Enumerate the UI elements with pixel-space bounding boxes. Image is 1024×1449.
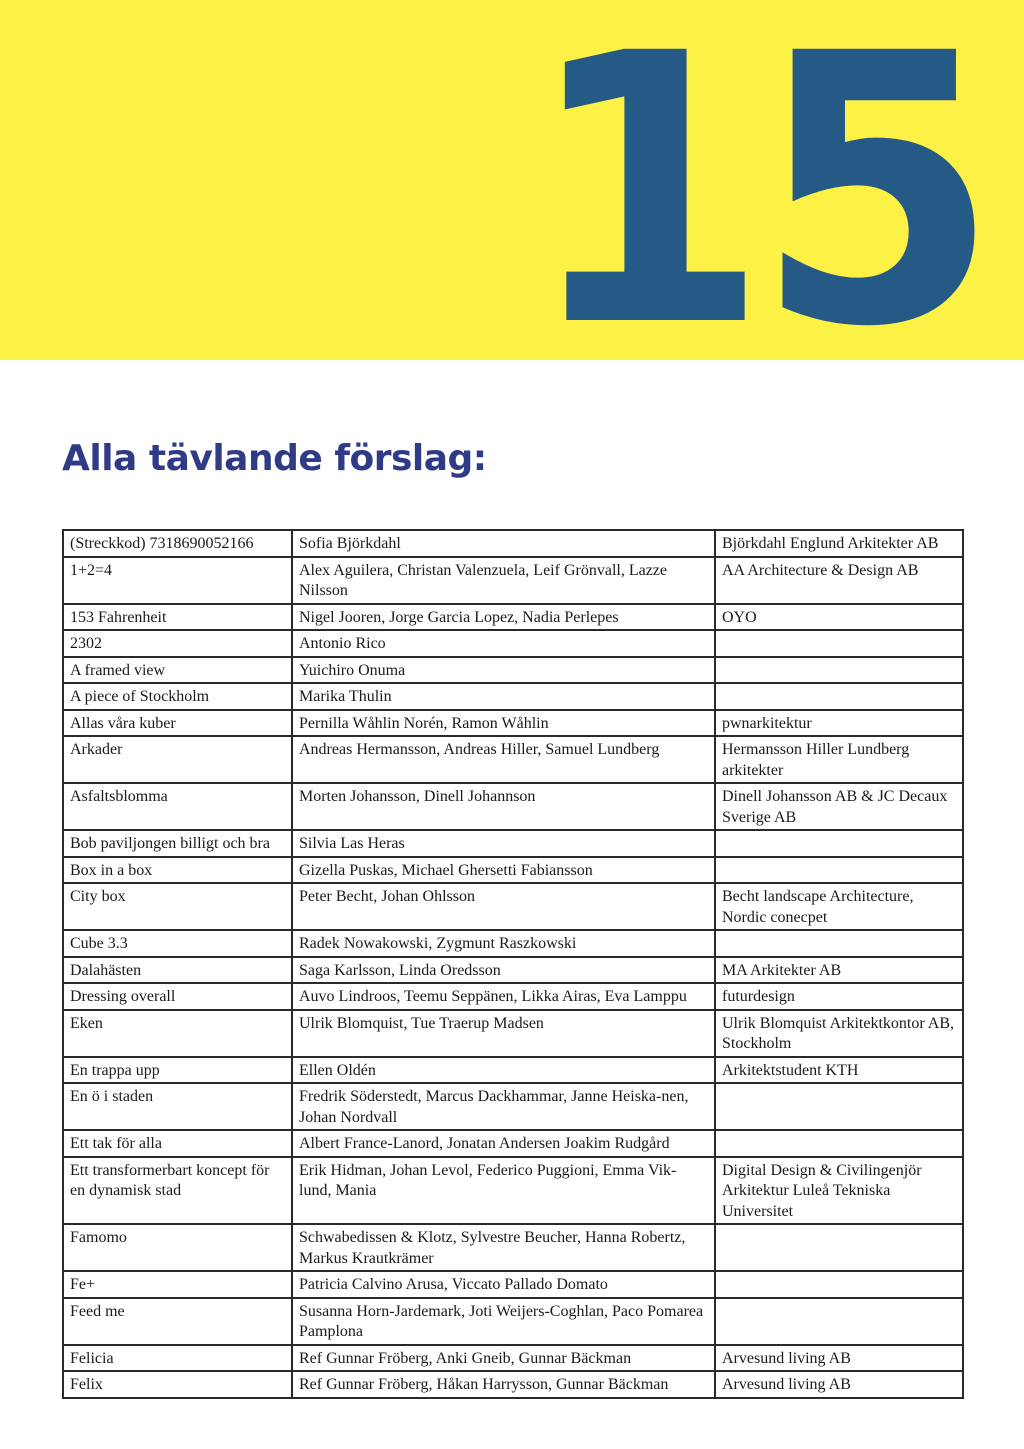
entry-office-cell: AA Architecture & Design AB (715, 557, 963, 604)
entry-authors-cell: Gizella Puskas, Michael Ghersetti Fabiansson (292, 857, 715, 884)
entry-office-cell (715, 630, 963, 657)
table-row (63, 1271, 963, 1298)
table-row (63, 957, 963, 984)
table-row (63, 604, 963, 631)
entry-title-cell: Felix (63, 1371, 292, 1398)
table-row (63, 830, 963, 857)
entry-office-cell (715, 1224, 963, 1271)
entry-office-cell: Arvesund living AB (715, 1371, 963, 1398)
page-number: 15 (525, 0, 986, 408)
entry-authors-cell: Antonio Rico (292, 630, 715, 657)
entry-authors-cell: Sofia Björkdahl (292, 530, 715, 557)
entry-office-cell: Hermansson Hiller Lundberg arkitekter (715, 736, 963, 783)
table-row (63, 710, 963, 737)
entry-authors-cell: Marika Thulin (292, 683, 715, 710)
entry-office-cell: Digital Design & Civilingenjör Arkitektur Luleå Tekniska Universitet (715, 1157, 963, 1225)
entry-title-cell: Felicia (63, 1345, 292, 1372)
entry-title-cell: Allas våra kuber (63, 710, 292, 737)
entry-office-cell: Becht landscape Architecture, Nordic conecpet (715, 883, 963, 930)
table-row (63, 1298, 963, 1345)
entry-title-cell: (Streckkod) 7318690052166 (63, 530, 292, 557)
entry-authors-cell: Ref Gunnar Fröberg, Håkan Harrysson, Gunnar Bäckman (292, 1371, 715, 1398)
entry-office-cell: futurdesign (715, 983, 963, 1010)
entry-office-cell: OYO (715, 604, 963, 631)
entry-office-cell (715, 1083, 963, 1130)
table-row (63, 1010, 963, 1057)
entry-title-cell: City box (63, 883, 292, 930)
entry-office-cell (715, 1298, 963, 1345)
entry-office-cell (715, 1271, 963, 1298)
entry-authors-cell: Susanna Horn-Jardemark, Joti Weijers-Coghlan, Paco Pomarea Pamplona (292, 1298, 715, 1345)
entry-title-cell: Bob paviljongen billigt och bra (63, 830, 292, 857)
table-row (63, 783, 963, 830)
entry-office-cell (715, 830, 963, 857)
entry-title-cell: Famomo (63, 1224, 292, 1271)
entry-authors-cell: Nigel Jooren, Jorge Garcia Lopez, Nadia Perlepes (292, 604, 715, 631)
entry-authors-cell: Saga Karlsson, Linda Oredsson (292, 957, 715, 984)
entry-title-cell: Ett transformerbart koncept för en dynamisk stad (63, 1157, 292, 1225)
table-row (63, 630, 963, 657)
entry-title-cell: Dressing overall (63, 983, 292, 1010)
entry-title-cell: Feed me (63, 1298, 292, 1345)
entry-office-cell (715, 930, 963, 957)
table-row (63, 1083, 963, 1130)
table-row (63, 1157, 963, 1225)
entry-authors-cell: Fredrik Söderstedt, Marcus Dackhammar, Janne Heiska-nen, Johan Nordvall (292, 1083, 715, 1130)
entry-title-cell: A framed view (63, 657, 292, 684)
table-row (63, 657, 963, 684)
entry-title-cell: Arkader (63, 736, 292, 783)
entry-authors-cell: Peter Becht, Johan Ohlsson (292, 883, 715, 930)
entry-title-cell: Asfaltsblomma (63, 783, 292, 830)
table-row (63, 857, 963, 884)
table-row (63, 683, 963, 710)
entry-authors-cell: Erik Hidman, Johan Levol, Federico Puggioni, Emma Vik-lund, Mania (292, 1157, 715, 1225)
entry-title-cell: Eken (63, 1010, 292, 1057)
entry-authors-cell: Morten Johansson, Dinell Johannson (292, 783, 715, 830)
entry-title-cell: En ö i staden (63, 1083, 292, 1130)
entry-office-cell (715, 657, 963, 684)
entry-authors-cell: Ref Gunnar Fröberg, Anki Gneib, Gunnar Bäckman (292, 1345, 715, 1372)
entry-authors-cell: Ellen Oldén (292, 1057, 715, 1084)
table-row (63, 1130, 963, 1157)
entry-office-cell: Dinell Johansson AB & JC Decaux Sverige AB (715, 783, 963, 830)
entry-title-cell: Ett tak för alla (63, 1130, 292, 1157)
entry-office-cell: Ulrik Blomquist Arkitektkontor AB, Stockholm (715, 1010, 963, 1057)
table-row (63, 1371, 963, 1398)
header-banner (0, 0, 1024, 408)
entry-authors-cell: Albert France-Lanord, Jonatan Andersen Joakim Rudgård (292, 1130, 715, 1157)
table-row (63, 930, 963, 957)
entry-office-cell: Björkdahl Englund Arkitekter AB (715, 530, 963, 557)
entry-authors-cell: Pernilla Wåhlin Norén, Ramon Wåhlin (292, 710, 715, 737)
entry-title-cell: A piece of Stockholm (63, 683, 292, 710)
entry-authors-cell: Silvia Las Heras (292, 830, 715, 857)
entry-office-cell (715, 683, 963, 710)
entry-authors-cell: Radek Nowakowski, Zygmunt Raszkowski (292, 930, 715, 957)
entry-authors-cell: Yuichiro Onuma (292, 657, 715, 684)
entry-title-cell: 1+2=4 (63, 557, 292, 604)
table-row (63, 1345, 963, 1372)
entry-authors-cell: Andreas Hermansson, Andreas Hiller, Samuel Lundberg (292, 736, 715, 783)
table-row (63, 1057, 963, 1084)
entry-title-cell: Fe+ (63, 1271, 292, 1298)
entry-office-cell (715, 1130, 963, 1157)
entries-table-body (63, 530, 963, 1398)
entry-authors-cell: Patricia Calvino Arusa, Viccato Pallado Domato (292, 1271, 715, 1298)
entry-title-cell: Box in a box (63, 857, 292, 884)
entry-office-cell: pwnarkitektur (715, 710, 963, 737)
entries-table (62, 529, 964, 1399)
entry-authors-cell: Alex Aguilera, Christan Valenzuela, Leif Grönvall, Lazze Nilsson (292, 557, 715, 604)
table-row (63, 557, 963, 604)
entry-title-cell: 153 Fahrenheit (63, 604, 292, 631)
table-row (63, 883, 963, 930)
page-title: Alla tävlande förslag: (62, 438, 487, 479)
table-row (63, 983, 963, 1010)
table-row (63, 1224, 963, 1271)
entry-title-cell: Dalahästen (63, 957, 292, 984)
entry-authors-cell: Auvo Lindroos, Teemu Seppänen, Likka Airas, Eva Lamppu (292, 983, 715, 1010)
table-row (63, 736, 963, 783)
entry-authors-cell: Schwabedissen & Klotz, Sylvestre Beucher, Hanna Robertz, Markus Krautkrämer (292, 1224, 715, 1271)
entry-title-cell: Cube 3.3 (63, 930, 292, 957)
entry-title-cell: En trappa upp (63, 1057, 292, 1084)
entry-office-cell: Arkitektstudent KTH (715, 1057, 963, 1084)
entry-office-cell (715, 857, 963, 884)
entry-office-cell: Arvesund living AB (715, 1345, 963, 1372)
table-row (63, 530, 963, 557)
entry-office-cell: MA Arkitekter AB (715, 957, 963, 984)
entry-authors-cell: Ulrik Blomquist, Tue Traerup Madsen (292, 1010, 715, 1057)
entry-title-cell: 2302 (63, 630, 292, 657)
